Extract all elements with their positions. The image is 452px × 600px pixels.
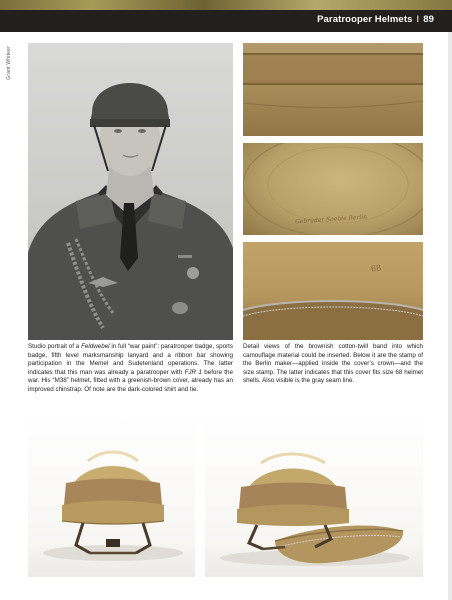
detail-photo-band [243,43,423,136]
caption-left-part2: in full “war paint”: paratrooper badge, sports badge, fifth level marksmanship lanyard and a ribbon bar showing participation in the Memel and Sudetenland operations. The latter indicates that this man was already a paratrooper with [28,343,234,376]
caption-left [28,343,233,395]
helmet-photo-left [28,413,195,577]
caption-left-part1: Studio portrait of a [28,343,82,350]
header-photo-strip [0,0,452,10]
caption-left-rank: Feldwebel [81,343,110,350]
caption-right: Detail views of the brownish cotton-twill band into which camouflage material could be inserted. Below it are the stamp of the Berlin maker—applied inside the cover’s crown—and the size stamp. The latter indicates that this cover fits size 68 helmet shells. Also visible is the gray seam line. [243,343,423,385]
seam-illustration [243,242,423,340]
page-number: 89 [423,14,434,25]
portrait-photo [28,43,233,340]
size-stamp: 68 [370,263,382,274]
detail-photo-maker-stamp [243,143,423,235]
portrait-illustration [28,43,233,340]
header-separator: I [416,14,420,25]
helmet-right-illustration [205,413,423,577]
caption-left-part3: before the war. His “M38” helmet, fitted with a greenish-brown cover, already has an improved chinstrap. Of note are the dark-colored shirt and tie. [28,368,233,393]
maker-stamp: Gebrüder Soeble Berlin [294,213,368,226]
helmet-left-illustration [28,413,195,577]
band-illustration [243,43,423,136]
section-title: Paratrooper Helmets [317,14,413,25]
photo-credit: Grant Whiteer [6,46,12,80]
helmet-photo-right [205,413,423,577]
detail-photo-size-stamp [243,242,423,340]
page-edge-strip [448,32,452,600]
running-head [317,14,434,25]
caption-left-unit: FJR 1 [184,368,202,376]
